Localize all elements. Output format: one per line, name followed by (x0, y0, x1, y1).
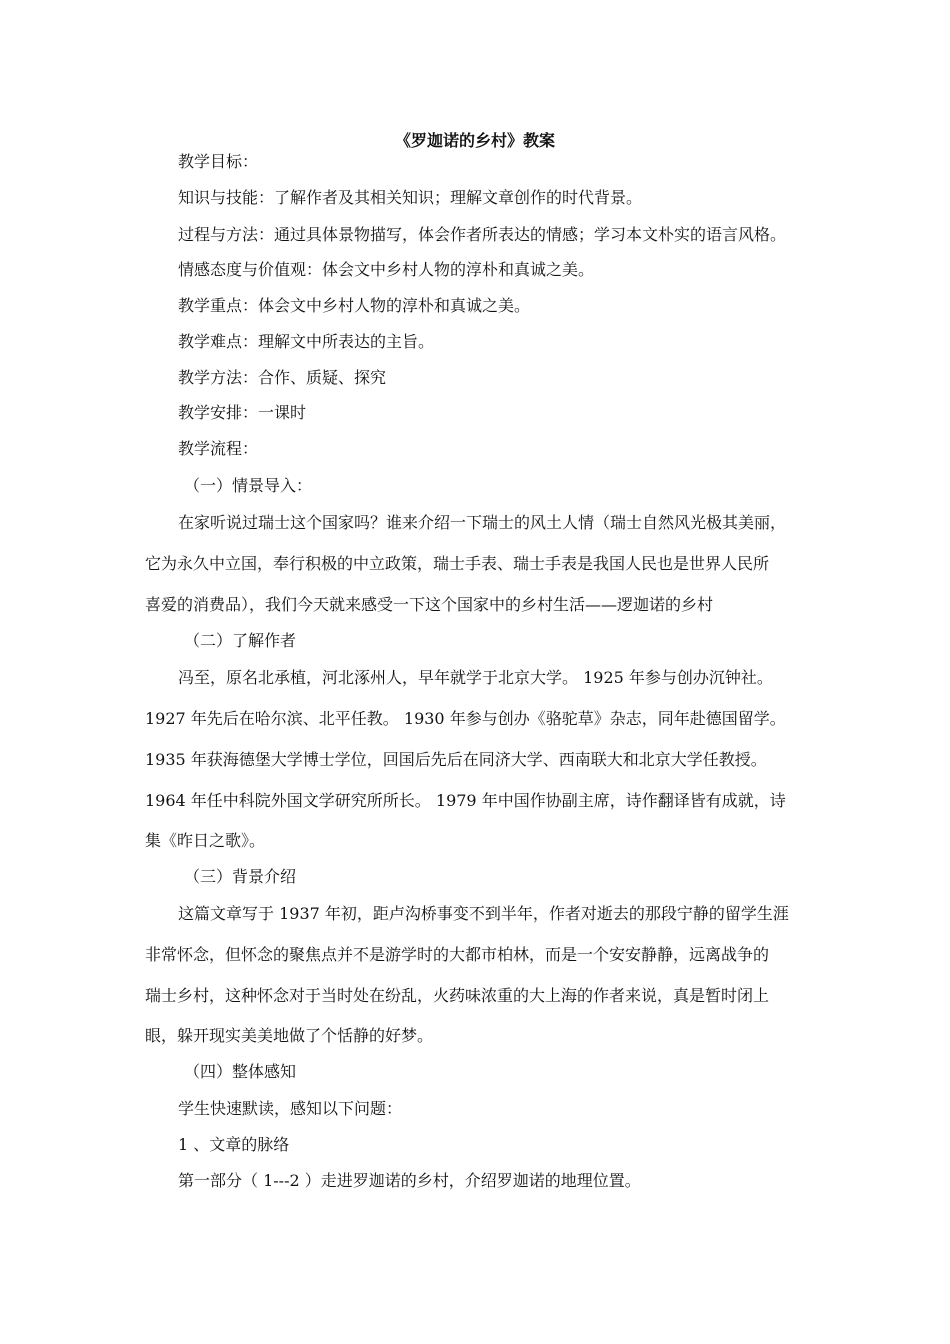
text-line: 第一部分（ 1---2 ）走进罗迦诺的乡村，介绍罗迦诺的地理位置。 (178, 1171, 641, 1190)
section-heading: （二）了解作者 (184, 631, 297, 650)
text-line: 在家听说过瑞士这个国家吗？谁来介绍一下瑞士的风土人情（瑞士自然风光极其美丽， (178, 513, 787, 532)
section-heading: （一）情景导入： (184, 476, 313, 495)
section-heading: （四）整体感知 (184, 1062, 297, 1081)
text-line: 1927 年先后在哈尔滨、北平任教。 1930 年参与创办《骆驼草》杂志，同年赴德国留学。 (145, 709, 786, 728)
text-line: 这篇文章写于 1937 年初，距卢沟桥事变不到半年，作者对逝去的那段宁静的留学生涯 (178, 904, 789, 923)
text-line: 学生快速默读，感知以下问题： (178, 1099, 403, 1118)
text-line: 教学安排：一课时 (178, 403, 307, 422)
section-heading: （三）背景介绍 (184, 867, 297, 886)
text-line: 1 、文章的脉络 (178, 1135, 290, 1154)
text-line: 1935 年获海德堡大学博士学位，回国后先后在同济大学、西南联大和北京大学任教授。 (145, 750, 767, 769)
text-line: 教学方法：合作、质疑、探究 (178, 368, 387, 387)
text-line: 冯至，原名北承植，河北涿州人，早年就学于北京大学。 1925 年参与创办沉钟社。 (178, 668, 773, 687)
text-line: 过程与方法：通过具体景物描写，体会作者所表达的情感；学习本文朴实的语言风格。 (178, 225, 787, 244)
text-line: 教学流程： (178, 439, 259, 458)
text-line: 教学重点：体会文中乡村人物的淳朴和真诚之美。 (178, 296, 531, 315)
text-line: 知识与技能：了解作者及其相关知识；理解文章创作的时代背景。 (178, 188, 643, 207)
text-line: 情感态度与价值观：体会文中乡村人物的淳朴和真诚之美。 (178, 260, 595, 279)
text-line: 喜爱的消费品），我们今天就来感受一下这个国家中的乡村生活——逻迦诺的乡村 (145, 595, 714, 614)
text-line: 瑞士乡村，这种怀念对于当时处在纷乱，火药味浓重的大上海的作者来说，真是暂时闭上 (145, 986, 770, 1005)
text-line: 眼，躲开现实美美地做了个恬静的好梦。 (145, 1026, 434, 1045)
text-line: 教学目标： (178, 152, 259, 171)
text-line: 它为永久中立国，奉行积极的中立政策，瑞士手表、瑞士手表是我国人民也是世界人民所 (145, 554, 770, 573)
text-line: 1964 年任中科院外国文学研究所所长。 1979 年中国作协副主席，诗作翻译皆有成就，诗 (145, 791, 786, 810)
text-line: 非常怀念，但怀念的聚焦点并不是游学时的大都市柏林，而是一个安安静静，远离战争的 (145, 945, 770, 964)
text-line: 集《昨日之歌》。 (145, 831, 266, 850)
text-line: 教学难点：理解文中所表达的主旨。 (178, 332, 435, 351)
document-title: 《罗迦诺的乡村》教案 (394, 131, 555, 150)
